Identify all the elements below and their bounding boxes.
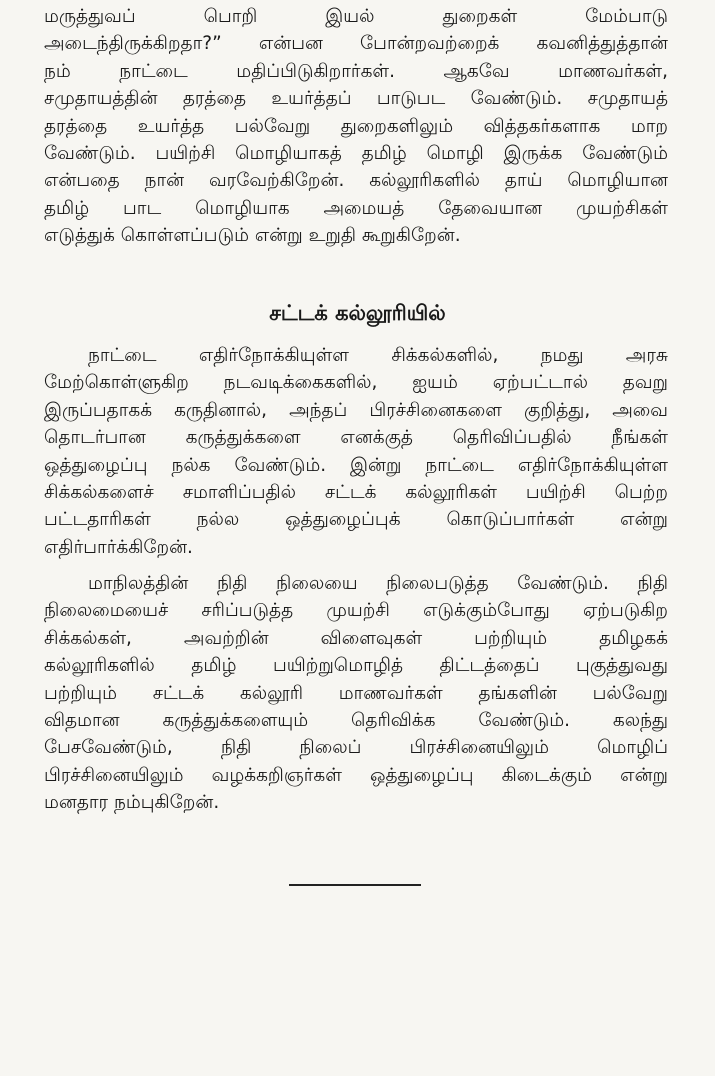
section-heading: சட்டக் கல்லூரியில் — [269, 301, 446, 325]
paragraph-3-line: நிலைமையைச் சரிப்படுத்த முயற்சி எடுக்கும்போது ஏற்படுகிற — [44, 600, 668, 622]
paragraph-2-line: இருப்பதாகக் கருதினால், அந்தப் பிரச்சினைகளை குறித்து, அவை — [44, 399, 668, 421]
paragraph-1-line: எடுத்துக் கொள்ளப்படும் என்று உறுதி கூறுகிறேன். — [44, 225, 461, 247]
end-of-section-rule — [289, 884, 421, 886]
paragraph-1-line: வேண்டும். பயிற்சி மொழியாகத் தமிழ் மொழி இருக்க வேண்டும் — [44, 143, 668, 165]
paragraph-1-line: மருத்துவப் பொறி இயல் துறைகள் மேம்பாடு — [44, 6, 668, 27]
paragraph-1-line: சமுதாயத்தின் தரத்தை உயர்த்தப் பாடுபட வேண்டும். சமுதாயத் — [44, 88, 668, 110]
paragraph-3-line: பற்றியும் சட்டக் கல்லூரி மாணவர்கள் தங்களின் பல்வேறு — [44, 682, 668, 704]
paragraph-3-line: மனதார நம்புகிறேன். — [44, 792, 220, 814]
paragraph-3-line: விதமான கருத்துக்களையும் தெரிவிக்க வேண்டும். கலந்து — [44, 710, 668, 732]
paragraph-2-line: எதிர்பார்க்கிறேன். — [44, 536, 193, 558]
paragraph-3-line: கல்லூரிகளில் தமிழ் பயிற்றுமொழித் திட்டத்தைப் புகுத்துவது — [44, 655, 668, 677]
paragraph-2-line: நாட்டை எதிர்நோக்கியுள்ள சிக்கல்களில், நமது அரசு — [88, 345, 668, 366]
paragraph-2-line: சிக்கல்களைச் சமாளிப்பதில் சட்டக் கல்லூரிகள் பயிற்சி பெற்ற — [44, 482, 668, 504]
paragraph-3-line: மாநிலத்தின் நிதி நிலையை நிலைபடுத்த வேண்டும். நிதி — [88, 573, 668, 594]
paragraph-2-line: ஒத்துழைப்பு நல்க வேண்டும். இன்று நாட்டை எதிர்நோக்கியுள்ள — [44, 454, 668, 476]
paragraph-3-line: சிக்கல்கள், அவற்றின் விளைவுகள் பற்றியும் தமிழகக் — [44, 627, 668, 649]
paragraph-2-line: தொடர்பான கருத்துக்களை எனக்குத் தெரிவிப்பதில் நீங்கள் — [44, 427, 668, 449]
paragraph-3-line: பேசவேண்டும், நிதி நிலைப் பிரச்சினையிலும் மொழிப் — [44, 737, 668, 759]
paragraph-2-line: பட்டதாரிகள் நல்ல ஒத்துழைப்புக் கொடுப்பார்கள் என்று — [44, 509, 668, 531]
paragraph-1-line: தரத்தை உயர்த்த பல்வேறு துறைகளிலும் வித்தகர்களாக மாற — [44, 115, 668, 137]
paragraph-1-line: நம் நாட்டை மதிப்பிடுகிறார்கள். ஆகவே மாணவர்கள், — [44, 60, 668, 82]
paragraph-3-line: பிரச்சினையிலும் வழக்கறிஞர்கள் ஒத்துழைப்பு கிடைக்கும் என்று — [44, 764, 668, 786]
paragraph-2-line: மேற்கொள்ளுகிற நடவடிக்கைகளில், ஐயம் ஏற்பட்டால் தவறு — [44, 372, 668, 394]
paragraph-2 — [44, 342, 668, 561]
paragraph-1 — [44, 3, 668, 250]
paragraph-3 — [44, 570, 668, 817]
paragraph-1-line: அடைந்திருக்கிறதா?” என்பன போன்றவற்றைக் கவனித்துத்தான் — [44, 33, 668, 55]
paragraph-1-line: என்பதை நான் வரவேற்கிறேன். கல்லூரிகளில் தாய் மொழியான — [44, 170, 668, 192]
paragraph-1-line: தமிழ் பாட மொழியாக அமையத் தேவையான முயற்சிகள் — [44, 197, 668, 219]
